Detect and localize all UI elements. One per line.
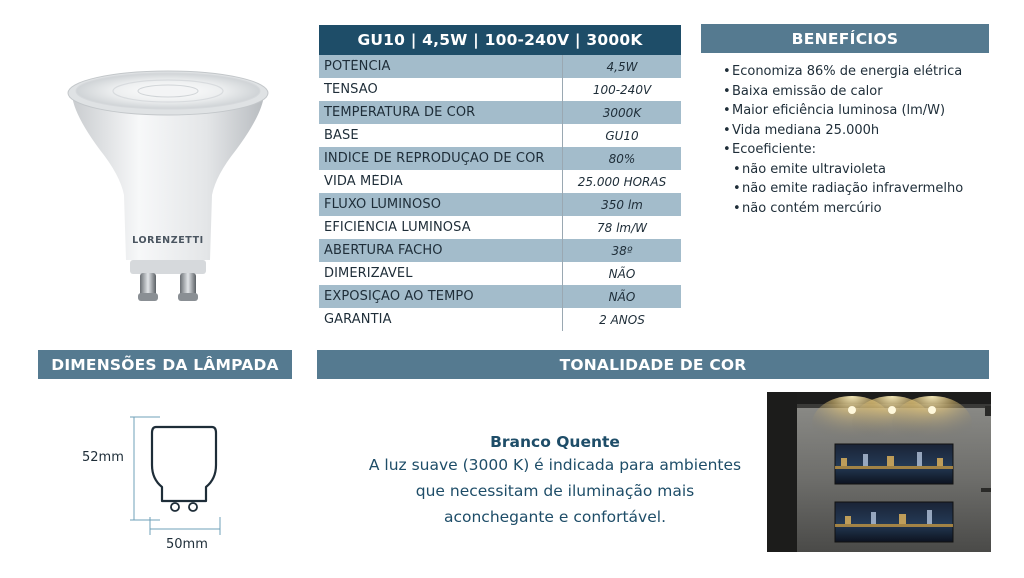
color-tone-header: TONALIDADE DE COR [317,350,989,379]
spec-label-power: POTÊNCIA [324,59,391,74]
spec-table [319,55,681,331]
spec-label-luminous-efficiency: EFICIÊNCIA LUMINOSA [324,220,471,235]
bullet-icon: • [733,161,741,177]
list-item [723,82,1013,102]
bullet-icon: • [733,200,741,216]
bullet-icon: • [723,103,731,118]
benefit-text: Ecoeficiente: [732,142,816,157]
list-item [723,160,1013,180]
dimension-height-label: 52mm [82,450,124,465]
table-row [319,193,681,216]
table-row [319,239,681,262]
color-tone-text-line: A luz suave (3000 K) é indicada para ambientes [368,456,742,474]
table-row [319,124,681,147]
spec-value-dimmable: NÃO [562,262,681,285]
spec-value-base: GU10 [562,124,681,147]
list-item [723,179,1013,199]
list-item [723,62,1013,82]
bullet-icon: • [723,122,731,138]
list-item [723,199,1013,219]
table-row [319,285,681,308]
list-item [723,140,1013,160]
dimensions-header: DIMENSÕES DA LÂMPADA [38,350,292,379]
spec-value-lifetime: 25.000 HORAS [562,170,681,193]
color-tone-text-line: que necessitam de iluminação mais [415,482,695,500]
bullet-icon: • [733,181,741,196]
bullet-icon: • [723,83,731,99]
list-item [723,121,1013,141]
warm-light-room-photo [767,392,991,552]
benefit-text: Baixa emissão de calor [732,83,883,99]
benefits-list [723,62,1013,218]
color-tone-description [335,432,775,530]
spec-value-warranty: 2 ANOS [562,308,681,331]
benefit-subtext: não emite radiação infravermelho [742,181,964,196]
table-row [319,216,681,239]
spec-label-beam-angle: ABERTURA FACHO [324,243,443,258]
table-row [319,308,681,331]
spec-table-header: GU10 | 4,5W | 100-240V | 3000K [319,25,681,55]
spec-value-beam-angle: 38º [562,239,681,262]
spec-value-color-temperature: 3000K [562,101,681,124]
bulb-dimension-drawing [120,405,240,540]
spec-label-color-temperature: TEMPERATURA DE COR [324,105,476,120]
spec-label-lifetime: VIDA MÉDIA [324,174,403,189]
table-row [319,147,681,170]
benefit-text: Vida mediana 25.000h [732,122,880,138]
bullet-icon: • [723,142,731,157]
benefit-subtext: não contém mercúrio [742,200,882,216]
spec-label-base: BASE [324,128,359,143]
bulb-product-photo [60,55,280,315]
color-tone-title: Branco Quente [490,433,620,451]
list-item [723,101,1013,121]
benefits-header: BENEFÍCIOS [701,24,989,53]
bulb-brand-text: LORENZETTI [132,235,204,246]
spec-label-weather-exposure: EXPOSIÇÃO AO TEMPO [324,289,474,304]
spec-label-luminous-flux: FLUXO LUMINOSO [324,197,442,212]
table-row [319,170,681,193]
spec-value-luminous-efficiency: 78 lm/W [562,216,681,239]
table-row [319,101,681,124]
bullet-icon: • [723,64,731,79]
spec-value-voltage: 100-240V [562,78,681,101]
spec-label-warranty: GARANTIA [324,312,392,327]
spec-label-dimmable: DIMERIZÁVEL [324,266,413,281]
spec-label-cri: INDÍCE DE REPRODUÇÃO DE COR [324,151,545,166]
spec-label-voltage: TENSÃO [324,82,378,97]
spec-value-luminous-flux: 350 lm [562,193,681,216]
spec-value-weather-exposure: NÃO [562,285,681,308]
benefit-subtext: não emite ultravioleta [742,161,886,177]
color-tone-text-line: aconchegante e confortável. [443,508,667,526]
benefit-text: Maior eficiência luminosa (lm/W) [732,103,946,118]
table-row [319,78,681,101]
dimension-width-label: 50mm [166,537,208,552]
table-row [319,55,681,78]
table-row [319,262,681,285]
spec-value-cri: 80% [562,147,681,170]
benefit-text: Economiza 86% de energia elétrica [732,64,963,79]
spec-value-power: 4,5W [562,55,681,78]
